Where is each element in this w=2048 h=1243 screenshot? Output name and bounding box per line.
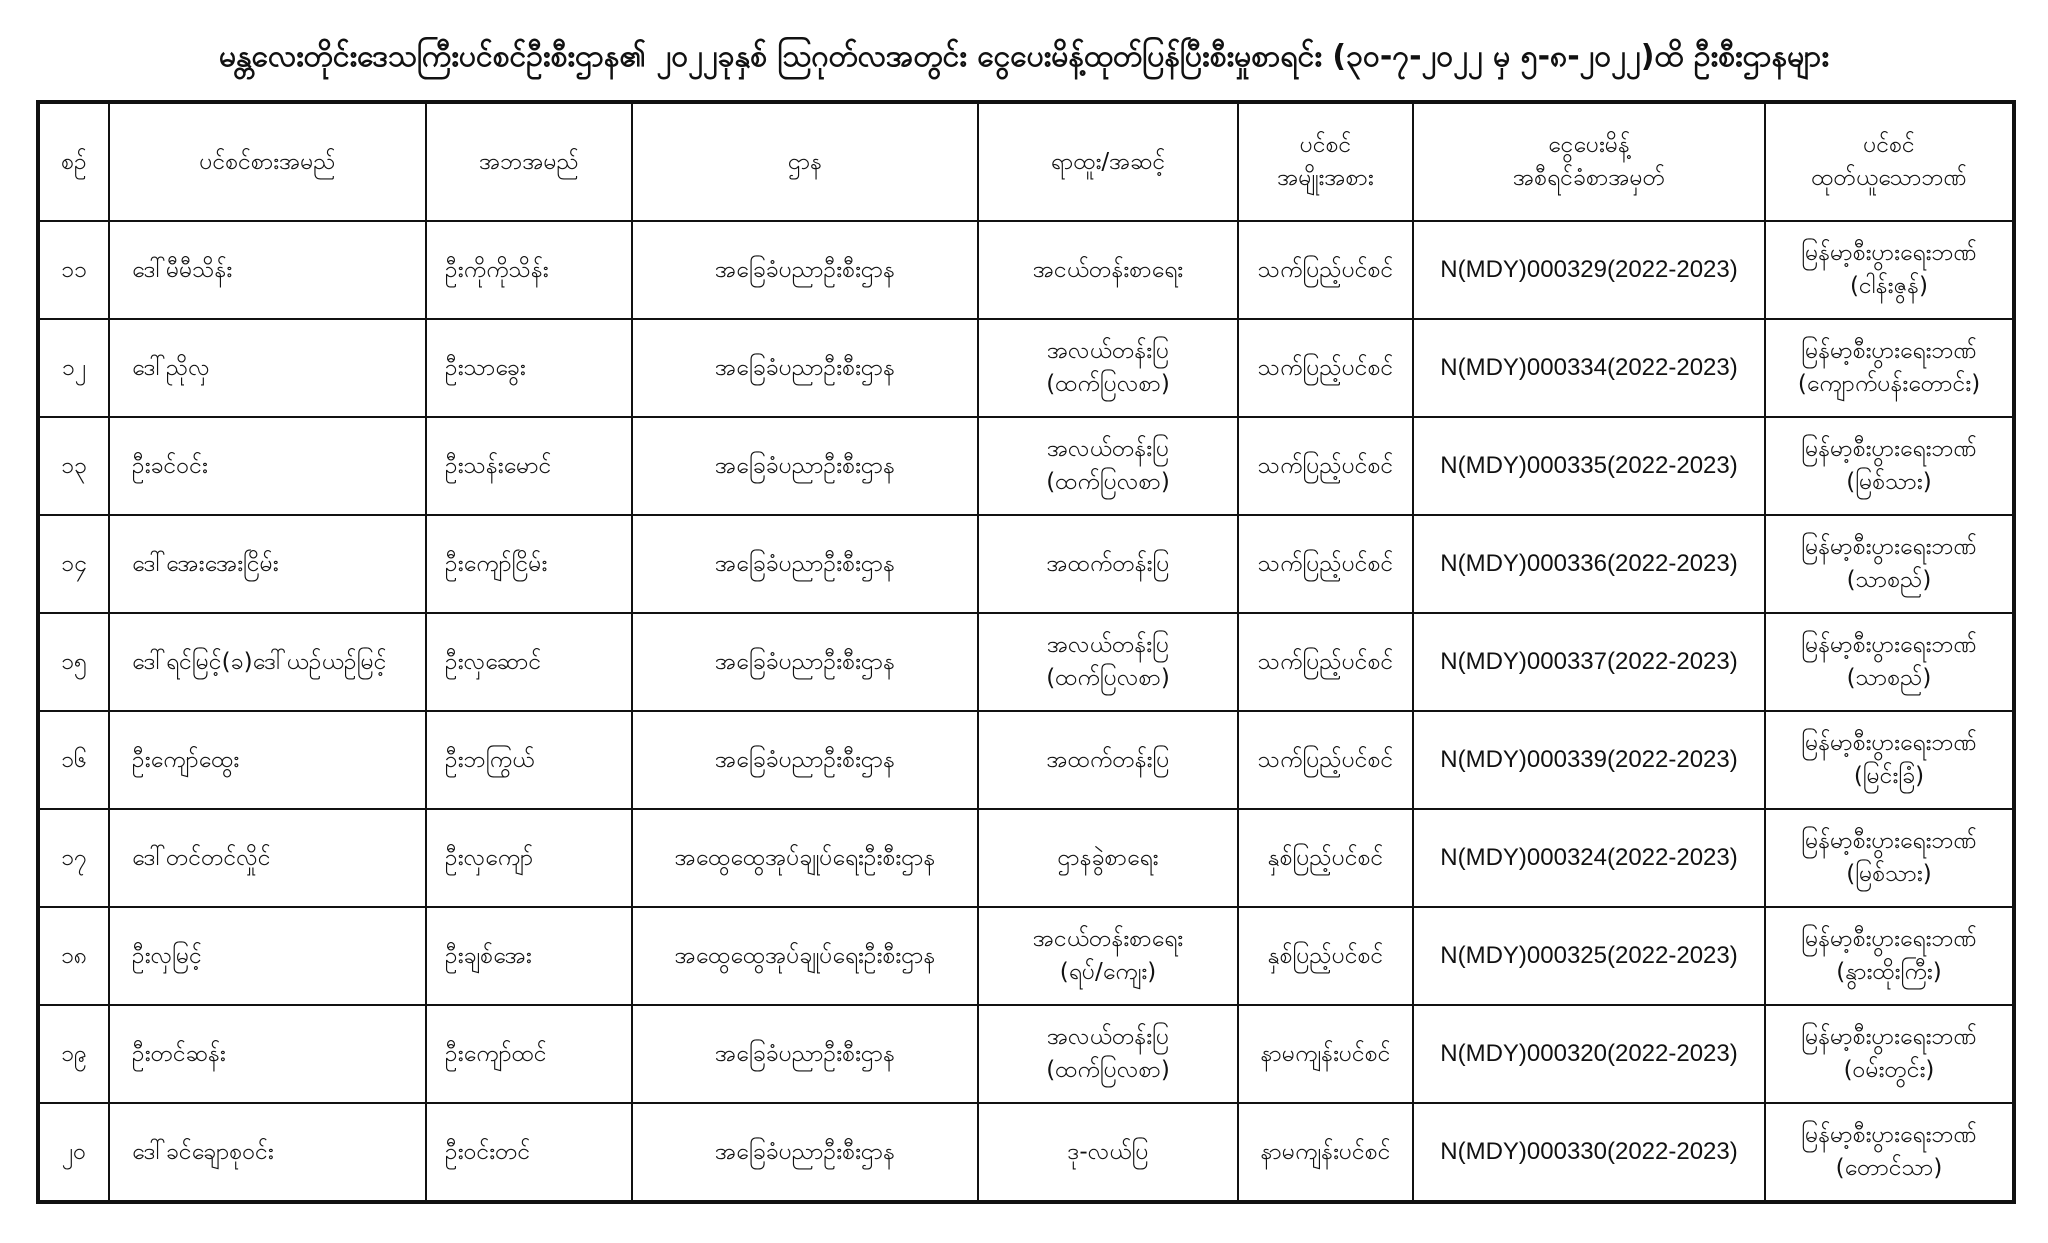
cell-father-name-text: ဦးဝင်းတင် xyxy=(445,1138,531,1165)
cell-department-text: အထွေထွေအုပ်ချုပ်ရေးဦးစီးဌာန xyxy=(674,942,936,969)
cell-father-name xyxy=(426,1103,632,1202)
cell-report-number-text: N(MDY)000330(2022-2023) xyxy=(1440,1137,1738,1165)
cell-bank-text: မြန်မာ့စီးပွားရေးဘဏ် xyxy=(1801,534,1977,561)
cell-father-name-text: ဦးလှကျော် xyxy=(445,844,534,871)
cell-report-number xyxy=(1413,1103,1765,1202)
cell-father-name xyxy=(426,417,632,515)
cell-rank-text-line2: (ရပ်/ကျေး) xyxy=(1059,958,1157,985)
cell-father-name-text: ဦးချစ်အေး xyxy=(445,942,532,969)
cell-rank-text-line2: (ထက်ပြလစာ) xyxy=(1046,1056,1170,1083)
cell-report-number xyxy=(1413,319,1765,417)
cell-serial-no xyxy=(38,319,109,417)
header-pension-type xyxy=(1238,102,1413,221)
cell-father-name-text: ဦးကိုကိုသိန်း xyxy=(445,256,549,283)
cell-father-name xyxy=(426,221,632,319)
cell-report-number xyxy=(1413,907,1765,1005)
table-row xyxy=(38,515,2014,613)
cell-serial-no-text: ၁၉ xyxy=(61,1040,87,1067)
cell-bank-text-line2: (ငါန်းဇွန်) xyxy=(1849,272,1928,299)
table-row xyxy=(38,1005,2014,1103)
cell-pensioner-name xyxy=(109,515,426,613)
table-row xyxy=(38,711,2014,809)
document-title: မန္တလေးတိုင်းဒေသကြီးပင်စင်ဦးစီးဌာန၏ ၂၀၂၂ခုနှစ် ဩဂုတ်လအတွင်း ငွေပေးမိန့်ထုတ်ပြန်ပြီးစီးမှုစာရင်း (၃၀-၇-၂၀၂၂ မှ ၅-၈-၂၀၂၂)ထိ ဦးစီးဌာနများ xyxy=(219,39,1829,74)
header-label: ဌာန xyxy=(787,148,823,175)
cell-report-number-text: N(MDY)000329(2022-2023) xyxy=(1440,255,1738,283)
table-row xyxy=(38,613,2014,711)
cell-serial-no-text: ၁၁ xyxy=(61,256,87,283)
cell-pension-type xyxy=(1238,711,1413,809)
header-department xyxy=(632,102,978,221)
cell-father-name xyxy=(426,907,632,1005)
cell-rank xyxy=(978,221,1238,319)
cell-pensioner-name xyxy=(109,417,426,515)
cell-rank-text: အလယ်တန်းပြ xyxy=(1046,1024,1170,1051)
cell-bank-text: မြန်မာ့စီးပွားရေးဘဏ် xyxy=(1801,338,1977,365)
cell-rank-text: အလယ်တန်းပြ xyxy=(1046,436,1170,463)
header-label: ပင်စင် xyxy=(1299,132,1352,159)
cell-department-text: အခြေခံပညာဦးစီးဌာန xyxy=(714,746,896,773)
cell-bank-text-line2: (တောင်သာ) xyxy=(1835,1154,1943,1181)
cell-pension-type-text: နှစ်ပြည့်ပင်စင် xyxy=(1267,844,1384,871)
cell-father-name xyxy=(426,613,632,711)
cell-father-name xyxy=(426,711,632,809)
cell-department xyxy=(632,613,978,711)
cell-pensioner-name-text: ဦးကျော်ထွေး xyxy=(132,746,240,773)
cell-rank-text: အထက်တန်းပြ xyxy=(1046,746,1170,773)
cell-pension-type xyxy=(1238,515,1413,613)
cell-report-number xyxy=(1413,613,1765,711)
cell-pensioner-name xyxy=(109,613,426,711)
header-label: ရာထူး/အဆင့် xyxy=(1050,148,1166,175)
cell-bank xyxy=(1765,1005,2014,1103)
cell-bank-text: မြန်မာ့စီးပွားရေးဘဏ် xyxy=(1801,1024,1977,1051)
cell-rank-text: ဌာနခွဲစာရေး xyxy=(1057,844,1159,871)
cell-pension-type xyxy=(1238,809,1413,907)
cell-report-number-text: N(MDY)000336(2022-2023) xyxy=(1440,549,1738,577)
cell-bank-text-line2: (ကျောက်ပန်းတောင်း) xyxy=(1797,370,1981,397)
cell-father-name xyxy=(426,1005,632,1103)
cell-bank-text-line2: (သာစည်) xyxy=(1846,664,1932,691)
cell-rank-text: အလယ်တန်းပြ xyxy=(1046,632,1170,659)
cell-department-text: အခြေခံပညာဦးစီးဌာန xyxy=(714,452,896,479)
cell-serial-no-text: ၁၅ xyxy=(61,648,87,675)
cell-rank-text: အလယ်တန်းပြ xyxy=(1046,338,1170,365)
cell-department xyxy=(632,515,978,613)
cell-pensioner-name xyxy=(109,711,426,809)
cell-bank xyxy=(1765,1103,2014,1202)
cell-pension-type-text: နာမကျန်းပင်စင် xyxy=(1260,1138,1391,1165)
cell-report-number xyxy=(1413,809,1765,907)
cell-pensioner-name-text: ဒေါ်တင်တင်လှိုင် xyxy=(132,844,271,871)
cell-serial-no xyxy=(38,1103,109,1202)
cell-department xyxy=(632,221,978,319)
cell-father-name-text: ဦးကျော်ထင် xyxy=(445,1040,547,1067)
cell-pension-type-text: သက်ပြည့်ပင်စင် xyxy=(1257,256,1394,283)
cell-bank-text-line2: (သာစည်) xyxy=(1846,566,1932,593)
header-bank xyxy=(1765,102,2014,221)
cell-serial-no xyxy=(38,1005,109,1103)
cell-bank-text-line2: (နွားထိုးကြီး) xyxy=(1836,958,1942,985)
cell-serial-no-text: ၁၆ xyxy=(61,746,87,773)
cell-serial-no-text: ၁၃ xyxy=(61,452,87,479)
pension-table xyxy=(36,100,2016,1204)
cell-bank-text-line2: (မြင်းခြံ) xyxy=(1853,762,1925,789)
cell-pension-type xyxy=(1238,613,1413,711)
cell-bank-text-line2: (မြစ်သား) xyxy=(1846,860,1932,887)
cell-department xyxy=(632,1103,978,1202)
header-pensioner-name xyxy=(109,102,426,221)
cell-department xyxy=(632,1005,978,1103)
cell-rank-text-line2: (ထက်ပြလစာ) xyxy=(1046,370,1170,397)
cell-department xyxy=(632,809,978,907)
cell-report-number-text: N(MDY)000337(2022-2023) xyxy=(1440,647,1738,675)
cell-rank-text-line2: (ထက်ပြလစာ) xyxy=(1046,664,1170,691)
cell-pension-type xyxy=(1238,907,1413,1005)
table-row xyxy=(38,1103,2014,1202)
cell-report-number-text: N(MDY)000325(2022-2023) xyxy=(1440,941,1738,969)
cell-bank-text: မြန်မာ့စီးပွားရေးဘဏ် xyxy=(1801,632,1977,659)
cell-report-number-text: N(MDY)000320(2022-2023) xyxy=(1440,1039,1738,1067)
cell-father-name xyxy=(426,319,632,417)
cell-rank xyxy=(978,711,1238,809)
cell-pensioner-name xyxy=(109,221,426,319)
cell-bank xyxy=(1765,221,2014,319)
header-father-name xyxy=(426,102,632,221)
cell-bank xyxy=(1765,417,2014,515)
cell-bank-text: မြန်မာ့စီးပွားရေးဘဏ် xyxy=(1801,828,1977,855)
cell-bank-text: မြန်မာ့စီးပွားရေးဘဏ် xyxy=(1801,436,1977,463)
cell-serial-no-text: ၂၀ xyxy=(61,1138,87,1165)
cell-report-number-text: N(MDY)000339(2022-2023) xyxy=(1440,745,1738,773)
cell-pension-type xyxy=(1238,221,1413,319)
cell-father-name xyxy=(426,809,632,907)
cell-bank-text-line2: (ဝမ်းတွင်း) xyxy=(1843,1056,1935,1083)
cell-bank-text: မြန်မာ့စီးပွားရေးဘဏ် xyxy=(1801,1122,1977,1149)
cell-father-name xyxy=(426,515,632,613)
cell-pension-type-text: နှစ်ပြည့်ပင်စင် xyxy=(1267,942,1384,969)
cell-pensioner-name-text: ဦးခင်ဝင်း xyxy=(132,452,208,479)
cell-report-number xyxy=(1413,221,1765,319)
cell-pension-type-text: သက်ပြည့်ပင်စင် xyxy=(1257,354,1394,381)
cell-report-number xyxy=(1413,711,1765,809)
cell-rank xyxy=(978,515,1238,613)
cell-pensioner-name xyxy=(109,1005,426,1103)
cell-bank-text: မြန်မာ့စီးပွားရေးဘဏ် xyxy=(1801,730,1977,757)
cell-rank xyxy=(978,613,1238,711)
cell-serial-no-text: ၁၄ xyxy=(61,550,87,577)
cell-pensioner-name-text: ဒေါ်ရင်မြင့်(ခ)ဒေါ်ယဉ်ယဉ်မြင့် xyxy=(132,648,387,675)
table-header xyxy=(38,102,2014,221)
cell-pension-type-text: သက်ပြည့်ပင်စင် xyxy=(1257,550,1394,577)
cell-serial-no-text: ၁၇ xyxy=(61,844,87,871)
cell-pensioner-name xyxy=(109,319,426,417)
cell-bank xyxy=(1765,613,2014,711)
header-label: အဘအမည် xyxy=(479,148,579,175)
cell-department-text: အခြေခံပညာဦးစီးဌာန xyxy=(714,256,896,283)
cell-pensioner-name-text: ဒေါ်ခင်ချောစုဝင်း xyxy=(132,1138,274,1165)
cell-department-text: အခြေခံပညာဦးစီးဌာန xyxy=(714,648,896,675)
cell-pension-type xyxy=(1238,1005,1413,1103)
cell-pension-type-text: သက်ပြည့်ပင်စင် xyxy=(1257,746,1394,773)
cell-father-name-text: ဦးဘကြွယ် xyxy=(445,746,535,773)
table-row xyxy=(38,907,2014,1005)
cell-pensioner-name-text: ဦးလှမြင့် xyxy=(132,942,202,969)
cell-pension-type-text: နာမကျန်းပင်စင် xyxy=(1260,1040,1391,1067)
cell-pensioner-name-text: ဒေါ်ညိုလှ xyxy=(132,354,210,381)
cell-rank-text: အငယ်တန်းစာရေး xyxy=(1032,256,1184,283)
cell-bank-text-line2: (မြစ်သား) xyxy=(1846,468,1932,495)
cell-pension-type-text: သက်ပြည့်ပင်စင် xyxy=(1257,452,1394,479)
header-label-line2: အမျိုးအစား xyxy=(1277,165,1374,191)
cell-report-number-text: N(MDY)000334(2022-2023) xyxy=(1440,353,1738,381)
cell-department xyxy=(632,417,978,515)
cell-rank xyxy=(978,417,1238,515)
cell-department-text: အခြေခံပညာဦးစီးဌာန xyxy=(714,1040,896,1067)
table-row xyxy=(38,417,2014,515)
cell-bank xyxy=(1765,319,2014,417)
cell-serial-no xyxy=(38,221,109,319)
table-row xyxy=(38,319,2014,417)
header-rank xyxy=(978,102,1238,221)
cell-bank xyxy=(1765,809,2014,907)
cell-report-number xyxy=(1413,1005,1765,1103)
header-row xyxy=(38,102,2014,221)
cell-pension-type xyxy=(1238,319,1413,417)
header-label-line2: ထုတ်ယူသောဘဏ် xyxy=(1811,165,1967,191)
cell-father-name-text: ဦးကျော်ငြိမ်း xyxy=(445,550,548,577)
cell-father-name-text: ဦးသန်းမောင် xyxy=(445,452,552,479)
cell-report-number-text: N(MDY)000324(2022-2023) xyxy=(1440,843,1738,871)
cell-serial-no xyxy=(38,907,109,1005)
cell-department-text: အထွေထွေအုပ်ချုပ်ရေးဦးစီးဌာန xyxy=(674,844,936,871)
cell-report-number xyxy=(1413,515,1765,613)
cell-pensioner-name-text: ဒေါ်အေးအေးငြိမ်း xyxy=(132,550,279,577)
cell-rank-text: ဒု-လယ်ပြ xyxy=(1067,1138,1149,1165)
cell-serial-no xyxy=(38,515,109,613)
header-serial-no xyxy=(38,102,109,221)
cell-pensioner-name-text: ဦးတင်ဆန်း xyxy=(132,1040,226,1067)
cell-department-text: အခြေခံပညာဦးစီးဌာန xyxy=(714,550,896,577)
cell-bank xyxy=(1765,907,2014,1005)
header-label: ငွေပေးမိန့် xyxy=(1548,132,1630,159)
cell-department xyxy=(632,319,978,417)
header-label: ပင်စင်စားအမည် xyxy=(199,148,336,175)
cell-rank xyxy=(978,319,1238,417)
cell-rank xyxy=(978,1005,1238,1103)
cell-bank-text: မြန်မာ့စီးပွားရေးဘဏ် xyxy=(1801,240,1977,267)
cell-pensioner-name xyxy=(109,809,426,907)
cell-rank xyxy=(978,809,1238,907)
cell-rank xyxy=(978,1103,1238,1202)
cell-serial-no-text: ၁၈ xyxy=(60,942,88,969)
table-body xyxy=(38,221,2014,1202)
table-row xyxy=(38,809,2014,907)
cell-pensioner-name-text: ဒေါ်မီမီသိန်း xyxy=(132,256,233,283)
cell-department-text: အခြေခံပညာဦးစီးဌာန xyxy=(714,1138,896,1165)
cell-rank-text-line2: (ထက်ပြလစာ) xyxy=(1046,468,1170,495)
cell-pensioner-name xyxy=(109,907,426,1005)
cell-serial-no-text: ၁၂ xyxy=(61,354,87,381)
cell-rank-text: အငယ်တန်းစာရေး xyxy=(1032,926,1184,953)
cell-bank-text: မြန်မာ့စီးပွားရေးဘဏ် xyxy=(1801,926,1977,953)
cell-bank xyxy=(1765,711,2014,809)
cell-report-number-text: N(MDY)000335(2022-2023) xyxy=(1440,451,1738,479)
cell-department-text: အခြေခံပညာဦးစီးဌာန xyxy=(714,354,896,381)
table-row xyxy=(38,221,2014,319)
header-label: စဉ် xyxy=(61,148,87,175)
cell-rank xyxy=(978,907,1238,1005)
cell-bank xyxy=(1765,515,2014,613)
header-label-line2: အစီရင်ခံစာအမှတ် xyxy=(1513,165,1665,191)
cell-pensioner-name xyxy=(109,1103,426,1202)
cell-report-number xyxy=(1413,417,1765,515)
cell-pension-type xyxy=(1238,1103,1413,1202)
cell-father-name-text: ဦးသာခွေး xyxy=(445,354,526,381)
cell-serial-no xyxy=(38,613,109,711)
cell-father-name-text: ဦးလှဆောင် xyxy=(445,648,542,675)
header-report-number xyxy=(1413,102,1765,221)
cell-pension-type-text: သက်ပြည့်ပင်စင် xyxy=(1257,648,1394,675)
header-label: ပင်စင် xyxy=(1863,132,1915,159)
cell-department xyxy=(632,907,978,1005)
pension-table-container xyxy=(36,100,2012,1204)
cell-pension-type xyxy=(1238,417,1413,515)
cell-serial-no xyxy=(38,711,109,809)
cell-rank-text: အထက်တန်းပြ xyxy=(1046,550,1170,577)
cell-department xyxy=(632,711,978,809)
cell-serial-no xyxy=(38,809,109,907)
cell-serial-no xyxy=(38,417,109,515)
